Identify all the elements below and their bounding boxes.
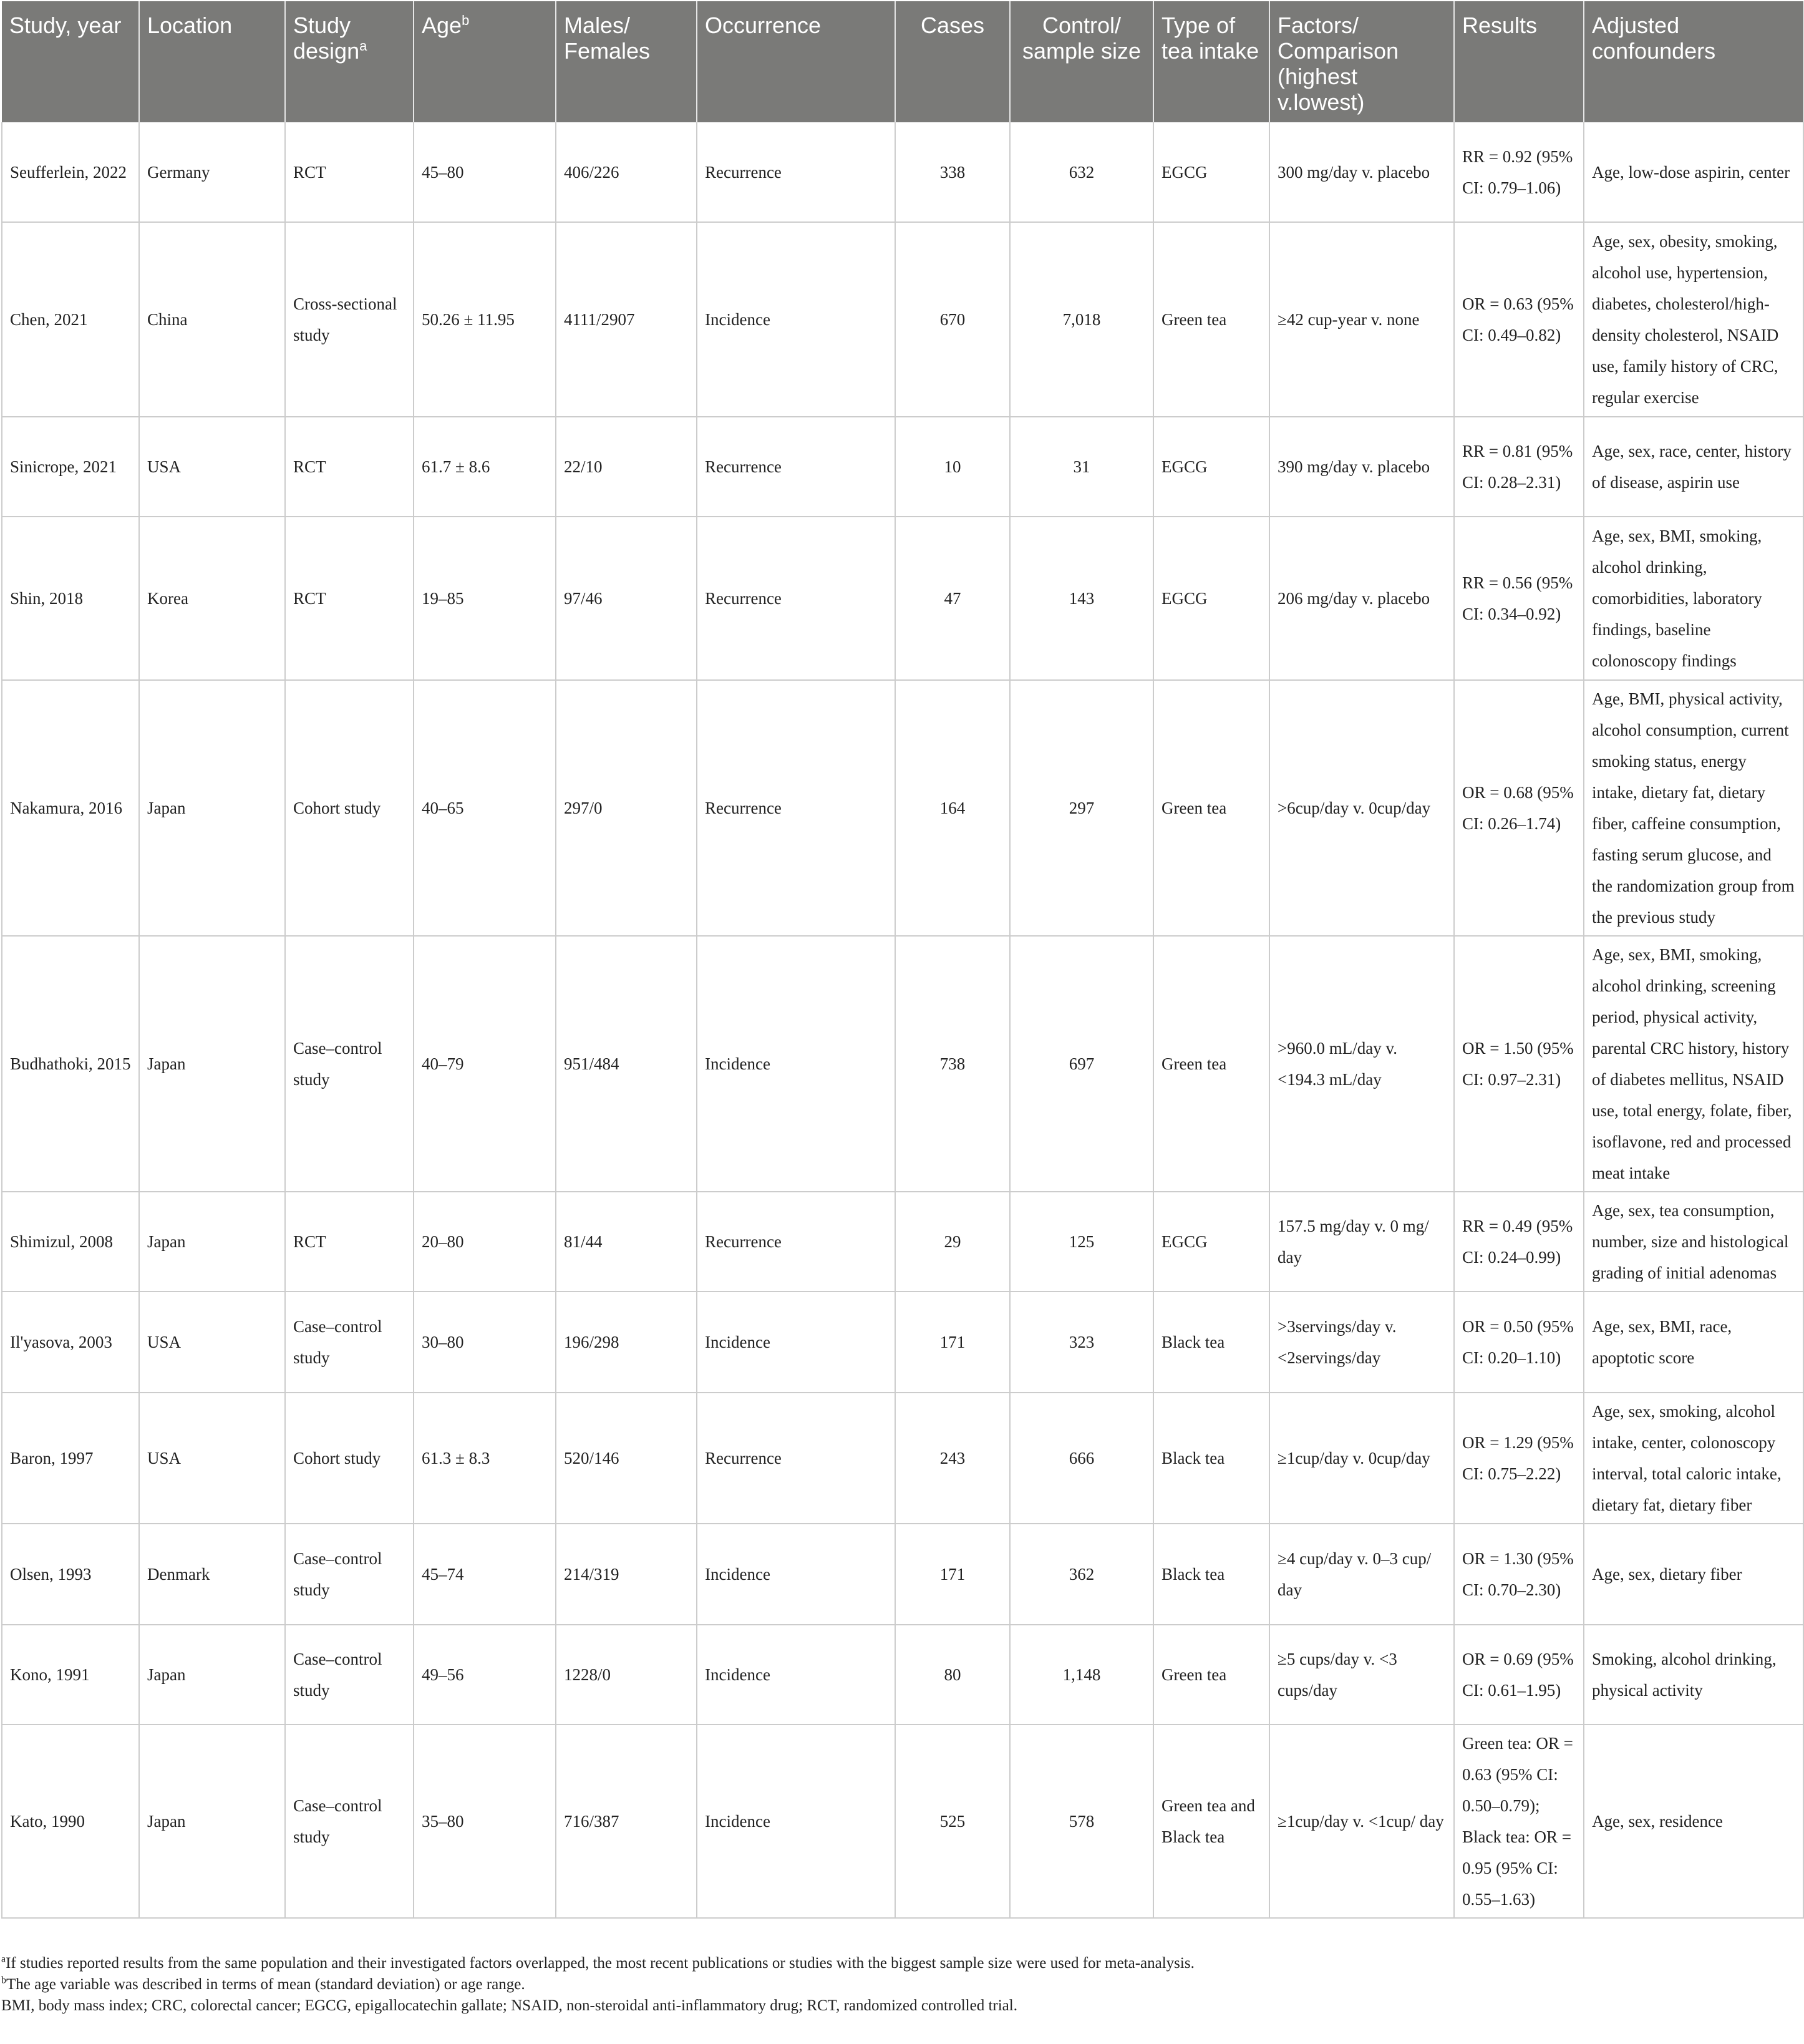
cell-age: 40–65: [414, 680, 556, 936]
cell-tea-type: EGCG: [1153, 1192, 1269, 1292]
cell-confounders: Age, sex, BMI, race, apoptotic score: [1584, 1292, 1803, 1393]
cell-design: Case–control study: [285, 1524, 414, 1625]
cell-sex: 951/484: [556, 936, 697, 1192]
cell-tea-type: EGCG: [1153, 517, 1269, 680]
cell-occurrence: Recurrence: [697, 1393, 895, 1524]
col-header-confounders: Adjusted confounders: [1584, 1, 1803, 122]
cell-design: RCT: [285, 517, 414, 680]
cell-tea-type: Green tea: [1153, 222, 1269, 417]
cell-cases: 738: [895, 936, 1010, 1192]
cell-sex: 1228/0: [556, 1625, 697, 1725]
cell-age: 45–80: [414, 122, 556, 222]
cell-results: RR = 0.92 (95% CI: 0.79–1.06): [1454, 122, 1584, 222]
cell-results: OR = 1.29 (95% CI: 0.75–2.22): [1454, 1393, 1584, 1524]
cell-location: Japan: [139, 680, 285, 936]
cell-sex: 716/387: [556, 1725, 697, 1918]
cell-occurrence: Recurrence: [697, 122, 895, 222]
cell-study: Budhathoki, 2015: [2, 936, 139, 1192]
cell-design: Case–control study: [285, 1625, 414, 1725]
cell-design: Case–control study: [285, 1725, 414, 1918]
col-header-factors: Factors/ Comparison (highest v.lowest): [1269, 1, 1454, 122]
cell-cases: 47: [895, 517, 1010, 680]
cell-study: Baron, 1997: [2, 1393, 139, 1524]
cell-location: USA: [139, 1393, 285, 1524]
cell-cases: 525: [895, 1725, 1010, 1918]
table-row: [2, 222, 1803, 417]
cell-age: 61.3 ± 8.3: [414, 1393, 556, 1524]
cell-sex: 196/298: [556, 1292, 697, 1393]
cell-confounders: Age, BMI, physical activity, alcohol consumption, current smoking status, energy intake, dietary fat, dietary fiber, caffeine consumption, fasting serum glucose, and the randomization group from the previous study: [1584, 680, 1803, 936]
cell-age: 40–79: [414, 936, 556, 1192]
cell-occurrence: Incidence: [697, 936, 895, 1192]
cell-design: RCT: [285, 1192, 414, 1292]
cell-results: OR = 0.69 (95% CI: 0.61–1.95): [1454, 1625, 1584, 1725]
cell-tea-type: Green tea: [1153, 1625, 1269, 1725]
cell-confounders: Age, sex, tea consumption, number, size and histological grading of initial adenomas: [1584, 1192, 1803, 1292]
footnote-a-text: If studies reported results from the same population and their investigated factors overlapped, the most recent publications or studies with the biggest sample size were used for meta-analysis.: [6, 1955, 1195, 1972]
col-header-tea-type: Type of tea intake: [1153, 1, 1269, 122]
cell-design: Case–control study: [285, 936, 414, 1192]
cell-cases: 10: [895, 417, 1010, 517]
cell-results: OR = 0.50 (95% CI: 0.20–1.10): [1454, 1292, 1584, 1393]
col-header-age-label: Age: [422, 12, 462, 38]
cell-sex: 297/0: [556, 680, 697, 936]
cell-confounders: Age, sex, BMI, smoking, alcohol drinking, screening period, physical activity, parental CRC history, history of diabetes mellitus, NSAID use, total energy, folate, fiber, isoflavone, red and processed meat intake: [1584, 936, 1803, 1192]
cell-factors: 300 mg/day v. placebo: [1269, 122, 1454, 222]
cell-design: RCT: [285, 417, 414, 517]
col-header-design: [285, 1, 414, 122]
cell-location: Japan: [139, 1725, 285, 1918]
cell-age: 45–74: [414, 1524, 556, 1625]
cell-sex: 406/226: [556, 122, 697, 222]
cell-cases: 243: [895, 1393, 1010, 1524]
cell-results: OR = 0.68 (95% CI: 0.26–1.74): [1454, 680, 1584, 936]
col-header-design-label: Study design: [293, 12, 360, 64]
table-row: [2, 517, 1803, 680]
cell-factors: ≥5 cups/day v. <3 cups/day: [1269, 1625, 1454, 1725]
cell-results: RR = 0.81 (95% CI: 0.28–2.31): [1454, 417, 1584, 517]
cell-study: Seufferlein, 2022: [2, 122, 139, 222]
cell-control: 323: [1010, 1292, 1153, 1393]
cell-tea-type: Green tea: [1153, 680, 1269, 936]
cell-cases: 171: [895, 1524, 1010, 1625]
table-row: [2, 1524, 1803, 1625]
cell-control: 7,018: [1010, 222, 1153, 417]
cell-factors: ≥4 cup/day v. 0–3 cup/ day: [1269, 1524, 1454, 1625]
table-row: [2, 680, 1803, 936]
cell-age: 19–85: [414, 517, 556, 680]
cell-confounders: Age, low-dose aspirin, center: [1584, 122, 1803, 222]
cell-factors: 206 mg/day v. placebo: [1269, 517, 1454, 680]
cell-control: 125: [1010, 1192, 1153, 1292]
cell-study: Shin, 2018: [2, 517, 139, 680]
cell-occurrence: Incidence: [697, 1524, 895, 1625]
cell-design: Cross-sectional study: [285, 222, 414, 417]
cell-location: Japan: [139, 1625, 285, 1725]
cell-study: Shimizul, 2008: [2, 1192, 139, 1292]
cell-factors: ≥1cup/day v. <1cup/ day: [1269, 1725, 1454, 1918]
col-header-control: Control/ sample size: [1010, 1, 1153, 122]
footnote-abbreviations: BMI, body mass index; CRC, colorectal cancer; EGCG, epigallocatechin gallate; NSAID, non-steroidal anti-inflammatory drug; RCT, randomized controlled trial.: [1, 1997, 1017, 2014]
cell-factors: >6cup/day v. 0cup/day: [1269, 680, 1454, 936]
table-row: [2, 417, 1803, 517]
cell-study: Olsen, 1993: [2, 1524, 139, 1625]
cell-design: RCT: [285, 122, 414, 222]
cell-sex: 22/10: [556, 417, 697, 517]
table-row: [2, 1725, 1803, 1918]
studies-table: [1, 1, 1804, 1919]
cell-location: Japan: [139, 936, 285, 1192]
table-row: [2, 1625, 1803, 1725]
footnote-marker-a: a: [359, 38, 367, 54]
cell-tea-type: Green tea and Black tea: [1153, 1725, 1269, 1918]
cell-factors: 390 mg/day v. placebo: [1269, 417, 1454, 517]
cell-occurrence: Incidence: [697, 1292, 895, 1393]
footnote-b-text: The age variable was described in terms of mean (standard deviation) or age range.: [6, 1976, 525, 1993]
cell-factors: 157.5 mg/day v. 0 mg/ day: [1269, 1192, 1454, 1292]
cell-age: 50.26 ± 11.95: [414, 222, 556, 417]
cell-tea-type: EGCG: [1153, 122, 1269, 222]
cell-results: RR = 0.49 (95% CI: 0.24–0.99): [1454, 1192, 1584, 1292]
cell-study: Il'yasova, 2003: [2, 1292, 139, 1393]
cell-tea-type: Black tea: [1153, 1393, 1269, 1524]
cell-confounders: Age, sex, smoking, alcohol intake, center, colonoscopy interval, total caloric intake, dietary fat, dietary fiber: [1584, 1393, 1803, 1524]
cell-location: Japan: [139, 1192, 285, 1292]
cell-confounders: Smoking, alcohol drinking, physical activity: [1584, 1625, 1803, 1725]
cell-occurrence: Recurrence: [697, 1192, 895, 1292]
cell-tea-type: Black tea: [1153, 1292, 1269, 1393]
cell-age: 30–80: [414, 1292, 556, 1393]
cell-control: 632: [1010, 122, 1153, 222]
cell-tea-type: Black tea: [1153, 1524, 1269, 1625]
col-header-age: [414, 1, 556, 122]
cell-location: China: [139, 222, 285, 417]
table-row: [2, 1292, 1803, 1393]
cell-control: 297: [1010, 680, 1153, 936]
cell-design: Cohort study: [285, 1393, 414, 1524]
cell-sex: 97/46: [556, 517, 697, 680]
cell-cases: 29: [895, 1192, 1010, 1292]
cell-study: Chen, 2021: [2, 222, 139, 417]
cell-control: 578: [1010, 1725, 1153, 1918]
cell-factors: >960.0 mL/day v. <194.3 mL/day: [1269, 936, 1454, 1192]
cell-occurrence: Recurrence: [697, 517, 895, 680]
cell-location: Germany: [139, 122, 285, 222]
table-header-row: [2, 1, 1803, 122]
cell-design: Cohort study: [285, 680, 414, 936]
cell-control: 31: [1010, 417, 1153, 517]
cell-occurrence: Recurrence: [697, 680, 895, 936]
cell-occurrence: Recurrence: [697, 417, 895, 517]
cell-control: 697: [1010, 936, 1153, 1192]
cell-results: Green tea: OR = 0.63 (95% CI: 0.50–0.79); Black tea: OR = 0.95 (95% CI: 0.55–1.63): [1454, 1725, 1584, 1918]
cell-control: 362: [1010, 1524, 1153, 1625]
cell-sex: 520/146: [556, 1393, 697, 1524]
cell-confounders: Age, sex, race, center, history of disease, aspirin use: [1584, 417, 1803, 517]
cell-confounders: Age, sex, BMI, smoking, alcohol drinking, comorbidities, laboratory findings, baseline colonoscopy findings: [1584, 517, 1803, 680]
cell-control: 143: [1010, 517, 1153, 680]
cell-results: OR = 1.30 (95% CI: 0.70–2.30): [1454, 1524, 1584, 1625]
cell-results: OR = 1.50 (95% CI: 0.97–2.31): [1454, 936, 1584, 1192]
cell-sex: 81/44: [556, 1192, 697, 1292]
cell-design: Case–control study: [285, 1292, 414, 1393]
col-header-location: Location: [139, 1, 285, 122]
col-header-occurrence: Occurrence: [697, 1, 895, 122]
cell-cases: 338: [895, 122, 1010, 222]
table-row: [2, 122, 1803, 222]
table-row: [2, 936, 1803, 1192]
footnote-b: [1, 1974, 1798, 1995]
cell-age: 20–80: [414, 1192, 556, 1292]
cell-factors: >3servings/day v. <2servings/day: [1269, 1292, 1454, 1393]
cell-control: 666: [1010, 1393, 1153, 1524]
footnote-b-marker: b: [1, 1975, 6, 1986]
cell-occurrence: Incidence: [697, 1625, 895, 1725]
cell-study: Kato, 1990: [2, 1725, 139, 1918]
cell-cases: 80: [895, 1625, 1010, 1725]
cell-age: 61.7 ± 8.6: [414, 417, 556, 517]
col-header-study: Study, year: [2, 1, 139, 122]
table-row: [2, 1192, 1803, 1292]
table-footnotes: [1, 1953, 1798, 2017]
cell-confounders: Age, sex, obesity, smoking, alcohol use, hypertension, diabetes, cholesterol/high-density cholesterol, NSAID use, family history of CRC, regular exercise: [1584, 222, 1803, 417]
cell-sex: 4111/2907: [556, 222, 697, 417]
cell-confounders: Age, sex, dietary fiber: [1584, 1524, 1803, 1625]
footnote-a-marker: a: [1, 1954, 6, 1965]
footnote-a: [1, 1953, 1798, 1974]
cell-study: Nakamura, 2016: [2, 680, 139, 936]
cell-confounders: Age, sex, residence: [1584, 1725, 1803, 1918]
cell-cases: 164: [895, 680, 1010, 936]
cell-cases: 670: [895, 222, 1010, 417]
cell-age: 35–80: [414, 1725, 556, 1918]
cell-location: Denmark: [139, 1524, 285, 1625]
cell-tea-type: Green tea: [1153, 936, 1269, 1192]
cell-occurrence: Incidence: [697, 1725, 895, 1918]
cell-location: USA: [139, 1292, 285, 1393]
cell-sex: 214/319: [556, 1524, 697, 1625]
col-header-sex: Males/ Females: [556, 1, 697, 122]
cell-factors: ≥42 cup-year v. none: [1269, 222, 1454, 417]
cell-study: Sinicrope, 2021: [2, 417, 139, 517]
footnote-marker-b: b: [462, 12, 470, 28]
cell-location: Korea: [139, 517, 285, 680]
cell-results: RR = 0.56 (95% CI: 0.34–0.92): [1454, 517, 1584, 680]
cell-cases: 171: [895, 1292, 1010, 1393]
cell-occurrence: Incidence: [697, 222, 895, 417]
cell-results: OR = 0.63 (95% CI: 0.49–0.82): [1454, 222, 1584, 417]
table-row: [2, 1393, 1803, 1524]
cell-control: 1,148: [1010, 1625, 1153, 1725]
cell-study: Kono, 1991: [2, 1625, 139, 1725]
col-header-cases: Cases: [895, 1, 1010, 122]
cell-age: 49–56: [414, 1625, 556, 1725]
cell-factors: ≥1cup/day v. 0cup/day: [1269, 1393, 1454, 1524]
col-header-results: Results: [1454, 1, 1584, 122]
cell-location: USA: [139, 417, 285, 517]
cell-tea-type: EGCG: [1153, 417, 1269, 517]
